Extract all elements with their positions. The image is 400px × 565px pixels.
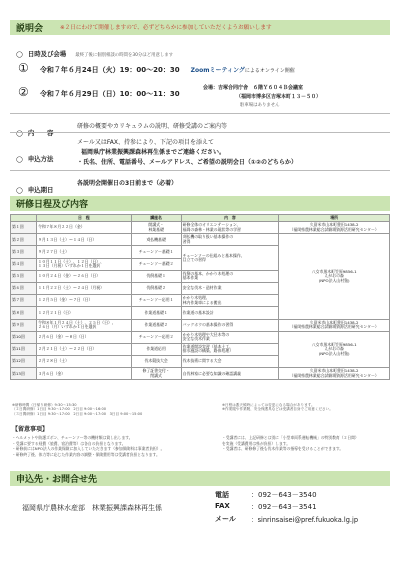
divider <box>10 113 390 114</box>
row-place: 久留米市山本町豊田1438-2 （福岡県農林業総合試験場資源活用研究センター） <box>279 368 390 380</box>
row-date: ３月６日（金） <box>36 368 131 380</box>
notes-right-item: ・受講者は、研修修了後も伐木作業等の指導を受けることができます。 <box>222 446 344 451</box>
row-course: 作業道基礎１ <box>131 307 181 319</box>
row-no: 第11回 <box>11 343 37 355</box>
table-header-content: 内 容 <box>181 215 279 222</box>
row-content: チェーンソーの仕組みと基本操作、 目立ての習得 <box>181 246 279 270</box>
row-no: 第６回 <box>11 282 37 294</box>
row-course: チェーンソー基礎２ <box>131 258 181 270</box>
option-2-date: 令和７年６月29日（日）10：00～11：30 <box>39 90 180 98</box>
training-title: 研修日程及び内容 <box>16 200 89 210</box>
row-content: 伐倒の基本、かかり木処理の 基本作業 <box>181 270 279 282</box>
row-no: 第５回 <box>11 270 37 282</box>
contact-title: 申込先・お問合せ先 <box>16 475 98 485</box>
row-course: チェーンソー応用２ <box>131 331 181 343</box>
row-content: かかり木処理、 林内作業車による搬出 <box>181 295 279 307</box>
row-content: 伐木技術に関する大会 <box>181 356 279 368</box>
circle-bullet-icon: ◯ <box>16 187 23 194</box>
row-course: 開講式・ 林業基礎 <box>131 222 181 234</box>
circle-bullet-icon: ◯ <box>16 130 23 137</box>
row-date: １１月２２日（土）～２４日（月祝） <box>36 282 131 294</box>
row-content: かかり木処理や大径木等の 安全な伐木作業 <box>181 331 279 343</box>
deadline-label: 申込期日 <box>27 186 54 194</box>
row-place: 久留米市山本町豊田1438-2 （福岡県農林業総合試験場資源活用研究センター） <box>279 319 390 331</box>
briefing-header <box>10 20 390 35</box>
row-date: １０月１１日（土）、１２日（日）、 １３日（月祝）いずれか１日を選択 <box>36 258 131 270</box>
row-date: ２月２１日（土）～２２日（日） <box>36 343 131 355</box>
row-content: 自伐林家に必要な知識の確認講義 <box>181 368 279 380</box>
notes-left-item: ・研修前にはNPO法人の作業保険に加入していただきます（参加保険料は事業者負担）。 <box>12 446 165 451</box>
training-table <box>10 214 390 380</box>
contact-org: 福岡県庁農林水産部 林業振興課森林再生係 <box>22 504 162 512</box>
row-date: 令和７年８月２２日（金） <box>36 222 131 234</box>
notes-left-item: ・ヘルメットや防護ズボン、チェーンソー等の機材類は貸し出します。 <box>12 435 133 440</box>
circle-bullet-icon: ◯ <box>16 51 23 58</box>
contact-fax: ：092－643－3541 <box>251 503 317 511</box>
contact-fax-label: FAX <box>215 502 230 510</box>
row-no: 第７回 <box>11 295 37 307</box>
row-date: １０月２４日（金）～２６日（日） <box>36 270 131 282</box>
row-date: ９月２７日（土） <box>36 246 131 258</box>
table-header-row <box>11 215 390 222</box>
footnote-right: ※日程は悪天候時によっては変更になる場合があります。 ※作業服や作業靴、安全保護具などは受講者自身でご用意ください。 <box>222 403 333 412</box>
option-1-venue: Zoomミーティング <box>190 67 245 74</box>
divider <box>10 170 390 171</box>
row-course: 刈払機基礎 <box>131 234 181 246</box>
row-date: ２月２８日（土） <box>36 356 131 368</box>
row-content: 作業道開設実習（基本土工、 排水施設の構築、路体処理） <box>181 343 279 355</box>
row-date: ９月１３日（土）～１４日（日） <box>36 234 131 246</box>
footnote-left: ※研修時間（日帰り研修）9:30～15:30 （２日間研修）1日目 9:30～17:00 2日目 9:00～16:00 （３日間研修）1日目 9:30～17:00 2日目 9:00～17:00 3日目 9:00～15:00 <box>12 403 143 416</box>
schedule-sub: 最終了後に個別相談の時間を30分ほど用意します <box>75 53 174 58</box>
table-row <box>11 331 390 343</box>
training-header <box>10 196 390 211</box>
table-header-date: 日 程 <box>36 215 131 222</box>
apply-method-label: 申込方法 <box>27 155 54 163</box>
table-row <box>11 319 390 331</box>
row-date: 令和８年１月２４日（土）、２５日（日）、 ２６日（月）いずれか１日を選択 <box>36 319 131 331</box>
row-place: 八女市黒木町笠原9856-1 えがおの森 (NPO法人山村塾) <box>279 331 390 368</box>
content-row <box>16 120 53 139</box>
table-header-place: 場所 <box>279 215 390 222</box>
option-1-venue-suffix: によるオンライン開催 <box>244 68 295 74</box>
table-row <box>11 222 390 234</box>
row-date: ２月６日（金）～８日（日） <box>36 331 131 343</box>
row-course: チェーンソー応用１ <box>131 295 181 307</box>
notes-left-item: ・研修終了後、体力等に応じた作業内容の調整・保険費用等は受講者負担となります。 <box>12 451 160 457</box>
deadline-row <box>16 177 53 196</box>
row-no: 第３回 <box>11 246 37 258</box>
row-content: バックホウの基本操作の習得 <box>181 319 279 331</box>
row-no: 第４回 <box>11 258 37 270</box>
row-date: １２月２１日（日） <box>36 307 131 319</box>
deadline-text: 各説明会開催日の3日前まで（必着） <box>77 180 178 187</box>
notes-right-item: ・受講者には、上記研修とは別に「小型車両系運転機械」の特別教育（２日間） <box>222 435 359 440</box>
row-no: 第８回 <box>11 307 37 319</box>
notes-right <box>222 435 359 452</box>
row-course: 作業道応用 <box>131 343 181 355</box>
row-place: 八女市黒木町笠原9856-1 えがおの森 (NPO法人山村塾) <box>279 234 390 319</box>
notes-left <box>12 435 164 457</box>
notes-left-item: ・受講に要する経費（旅費、宿泊費等）は各自の負担となります。 <box>12 440 126 446</box>
row-course: チェーンソー基礎１ <box>131 246 181 258</box>
row-no: 第２回 <box>11 234 37 246</box>
content-label: 内 容 <box>27 129 54 137</box>
divider <box>10 132 390 133</box>
option-2-num: ② <box>18 85 29 99</box>
briefing-note: ※２日にわけて開催しますので、必ずどちらかに参加していただくようお願いします <box>60 25 272 31</box>
option-1-date: 令和７年６月24日（火）19：00～20：30 <box>39 66 180 74</box>
table-header-no <box>11 215 37 222</box>
option-2 <box>18 81 180 100</box>
option-2-address: （福岡市博多区吉塚本町１３－５０） <box>236 94 322 100</box>
table-header-course: 講座名 <box>131 215 181 222</box>
table-row <box>11 368 390 380</box>
row-course: 作業道基礎２ <box>131 319 181 331</box>
row-place: 久留米市山本町豊田1438-2 （福岡県農林業総合試験場資源活用研究センター） <box>279 222 390 234</box>
contact-header <box>10 471 390 486</box>
row-no: 第１回 <box>11 222 37 234</box>
content-text: 研修の概要やカリキュラムの説明、研修受講のご案内等 <box>77 123 227 130</box>
row-content: 刈払機の取り扱い基本操作の 習得 <box>181 234 279 246</box>
option-1 <box>18 57 295 76</box>
notes-title: 【留意事項】 <box>12 426 49 433</box>
row-content: 作業道の基本設計 <box>181 307 279 319</box>
apply-method-line-1: メール又はFAX、持参により、下記の項目を添えて <box>77 139 214 146</box>
row-date: １２月５日（金）～７日（日） <box>36 295 131 307</box>
contact-tel: ：092－643－3540 <box>251 491 317 499</box>
row-no: 第10回 <box>11 331 37 343</box>
option-2-parking: 駐車場はありません <box>240 103 280 108</box>
row-no: 第12回 <box>11 356 37 368</box>
option-1-num: ① <box>18 61 29 75</box>
contact-tel-label: 電話 <box>215 491 229 499</box>
row-content: 研修全体のオリエンテーション、 福岡の森林・林業の現状等の学習 <box>181 222 279 234</box>
row-course: 伐倒基礎２ <box>131 282 181 294</box>
contact-mail[interactable]: ：sinrinsaisei@pref.fukuoka.lg.jp <box>251 516 359 524</box>
row-content: 安全な伐木・造材作業 <box>181 282 279 294</box>
table-row <box>11 234 390 246</box>
contact-mail-label: メール <box>215 515 236 523</box>
circle-bullet-icon: ◯ <box>16 156 23 163</box>
apply-method-row <box>16 146 53 165</box>
notes-right-item: を実施（受講費用は県が負担）します。 <box>222 440 291 446</box>
row-no: 第13回 <box>11 368 37 380</box>
apply-method-line-2: 福岡県庁林業振興課森林再生係までご連絡ください。 <box>81 149 226 156</box>
row-course: 修了証書交付・ 閉講式 <box>131 368 181 380</box>
schedule-label: 日時及び会場 <box>27 50 67 58</box>
row-no: 第９回 <box>11 319 37 331</box>
briefing-title: 説明会 <box>16 24 44 34</box>
option-2-venue: 会場：吉塚合同庁舎 ６階Ｙ６０４Ｂ会議室 <box>203 85 304 91</box>
apply-method-line-3: ・氏名、住所、電話番号、メールアドレス、ご希望の説明会日（①②のどちらか） <box>77 159 298 166</box>
row-course: 伐木競技大会 <box>131 356 181 368</box>
row-course: 伐倒基礎１ <box>131 270 181 282</box>
